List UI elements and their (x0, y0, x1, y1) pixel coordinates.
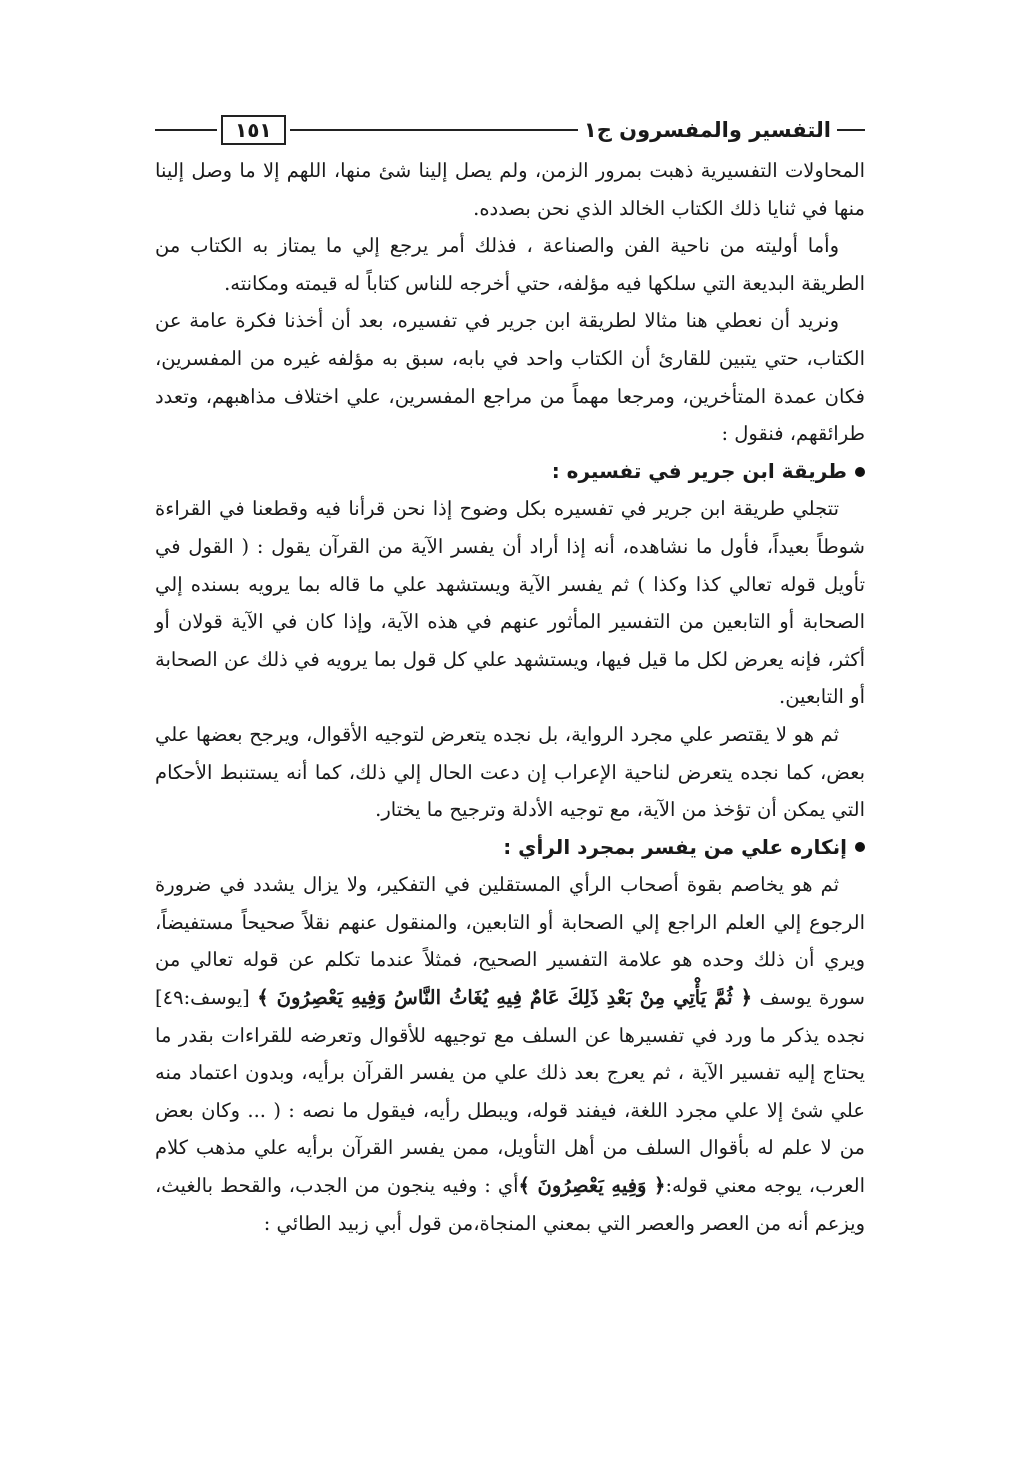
header-rule (290, 129, 578, 131)
running-header (155, 112, 865, 148)
body-text (155, 152, 865, 1242)
page-number: ١٥١ (221, 115, 286, 145)
book-title: التفسير والمفسرون ج١ (583, 118, 831, 142)
paragraph (155, 866, 865, 1242)
paragraph-text: ثم هو يخاصم بقوة أصحاب الرأي المستقلين في التفكير، ولا يزال يشدد في ضرورة الرجوع إلي العلم الراجع إلي الصحابة أو التابعين، والمنقول عنهم نقلاً صحيحاً مستفيضاً، ويري أن ذلك وحده هو علامة التفسير الصحيح، فمثلاً عندما تكلم عن قوله تعالي من سورة يوسف (155, 873, 866, 1010)
document-page (155, 112, 865, 1242)
header-rule-end (155, 129, 217, 131)
paragraph: المحاولات التفسيرية ذهبت بمرور الزمن، ولم يصل إلينا شئ منها، اللهم إلا ما وصل إلينا منها في ثنايا ذلك الكتاب الخالد الذي نحن بصدده. (155, 159, 865, 220)
section-heading-text: إنكاره علي من يفسر بمجرد الرأي : (503, 834, 847, 859)
bullet-icon (855, 842, 865, 852)
section-heading (155, 829, 865, 867)
quran-verse: ﴿ ثُمَّ يَأْتِي مِنْ بَعْدِ ذَلِكَ عَامٌ فِيهِ يُغَاثُ النَّاسُ وَفِيهِ يَعْصِرُونَ ﴾ (257, 986, 753, 1010)
paragraph: ونريد أن نعطي هنا مثالا لطريقة ابن جرير في تفسيره، بعد أن أخذنا فكرة عامة عن الكتاب، حتي يتبين للقارئ أن الكتاب واحد في بابه، سبق به مؤلفه غيره من المفسرين، فكان عمدة المتأخرين، ومرجعا مهماً من مراجع المفسرين، علي اختلاف مذاهبهم، وتعدد طرائقهم، فنقول : (155, 309, 865, 446)
section-heading-text: طريقة ابن جرير في تفسيره : (551, 458, 847, 483)
paragraph: وأما أوليته من ناحية الفن والصناعة ، فذلك أمر يرجع إلي ما يمتاز به الكتاب من الطريقة البديعة التي سلكها فيه مؤلفه، حتي أخرجه للناس كتاباً له قيمته ومكانته. (155, 234, 865, 295)
header-dash (837, 129, 865, 131)
bullet-icon (855, 467, 865, 477)
section-heading (155, 453, 865, 491)
paragraph: ثم هو لا يقتصر علي مجرد الرواية، بل نجده يتعرض لتوجيه الأقوال، ويرجح بعضها علي بعض، كما نجده يتعرض لناحية الإعراب إن دعت الحال إلي ذلك، كما أنه يستنبط الأحكام التي يمكن أن تؤخذ من الآية، مع توجيه الأدلة وترجيح ما يختار. (155, 722, 865, 822)
paragraph-text: أي : وفيه ينجون من الجدب، والقحط بالغيث، ويزعم أنه من العصر والعصر التي بمعني المنجاة،من قول أبي زبيد الطائي : (155, 1174, 865, 1235)
paragraph: تتجلي طريقة ابن جرير في تفسيره بكل وضوح إذا نحن قرأنا فيه وقطعنا في القراءة شوطاً بعيداً، فأول ما نشاهده، أنه إذا أراد أن يفسر الآية من القرآن يقول : ( القول في تأويل قوله تعالي كذا وكذا ) ثم يفسر الآية ويستشهد علي ما قاله بما يرويه بسنده إلي الصحابة أو التابعين من التفسير المأثور عنهم في هذه الآية، وإذا كان في الآية قولان أو أكثر، فإنه يعرض لكل ما قيل فيها، ويستشهد علي كل قول بما يرويه في ذلك عن الصحابة أو التابعين. (155, 497, 865, 709)
paragraph-text: [يوسف:٤٩] نجده يذكر ما ورد في تفسيرها عن السلف مع توجيهه للأقوال وتعرضه للقراءات بقدر ما يحتاج إليه تفسير الآية ، ثم يعرج بعد ذلك علي من يفسر القرآن برأيه، وبدون اعتماد منه علي شئ إلا علي مجرد اللغة، فيفند قوله، ويبطل رأيه، فيقول ما نصه : ( ... وكان بعض من لا علم له بأقوال السلف من أهل التأويل، ممن يفسر القرآن برأيه علي مذهب كلام العرب، يوجه معني قوله: (155, 986, 865, 1198)
quran-verse: ﴿ وَفِيهِ يَعْصِرُونَ ﴾ (518, 1174, 666, 1198)
